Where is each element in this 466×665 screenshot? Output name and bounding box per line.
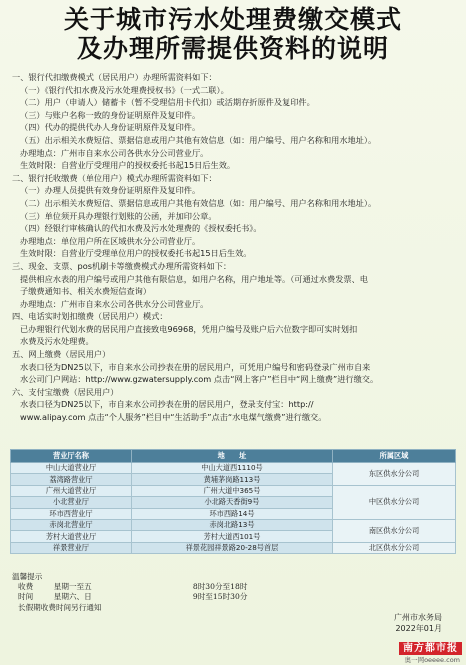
tips-cell: 星期六、日: [53, 592, 92, 602]
notice-line: 二、银行托收缴费（单位用户）模式办理所需资料如下：: [12, 172, 217, 183]
table-header-name: 营业厅名称: [11, 450, 132, 463]
notice-line: 办理地点：广州市自来水公司各供水分公司营业厅。: [20, 298, 209, 309]
notice-line: （五）出示相关水费短信、票据信息或用户其他有效信息（如：用户编号、用户名称和用水地址）。: [20, 134, 377, 145]
signature-date: 2022年01月: [395, 624, 442, 633]
office-name-cell: 赤岗北营业厅: [11, 519, 132, 530]
office-address-cell: 赤岗北路13号: [132, 519, 333, 530]
notice-body: [12, 71, 458, 424]
notice-line: 提供相应水表的用户编号或用户其他有限信息，如用户名称，用户地址等。（可通过水费发票、电: [20, 273, 368, 284]
notice-line: 水表口径为DN25以下，市自来水公司抄表在册的居民用户，可凭用户编号和密码登录广州市自来: [20, 361, 371, 372]
newspaper-logo: 南方都市报: [399, 642, 462, 655]
table-row: [11, 463, 456, 474]
notice-line: 水费及污水处理费。: [20, 336, 94, 347]
notice-line: （二）用户（申请人）储蓄卡（暂不受理信用卡代扣）或活期存折原件及复印件。: [20, 97, 315, 108]
office-name-cell: 环市西营业厅: [11, 508, 132, 519]
office-name-cell: 荔湾路营业厅: [11, 474, 132, 485]
notice-line: （二）出示相关水费短信、票据信息或用户其他有效信息（如：用户编号、用户名称和用水地址）。: [20, 197, 377, 208]
notice-line: 生效时限：自营业厅受理单位用户的授权委托书起15日后生效。: [20, 248, 252, 259]
office-address-cell: 小北路天香街9号: [132, 497, 333, 508]
table-row: [11, 519, 456, 530]
office-address-cell: 黄埔茅岗路113号: [132, 474, 333, 485]
table-row: [11, 485, 456, 496]
office-address-cell: 芳村大道西101号: [132, 531, 333, 542]
tips-heading: 温馨提示: [12, 572, 43, 581]
office-name-cell: 小北营业厅: [11, 497, 132, 508]
page-title: [0, 0, 466, 63]
table-header-region: 所属区域: [333, 450, 456, 463]
title-line-2: 及办理所需提供资料的说明: [76, 34, 389, 63]
region-cell: 北区供水分公司: [333, 542, 456, 553]
notice-line: （四）代办的提供代办人身份证明原件及复印件。: [20, 122, 201, 133]
notice-line: （三）与账户名称一致的身份证明原件及复印件。: [20, 109, 201, 120]
office-name-cell: 中山大道营业厅: [11, 463, 132, 474]
tips-note: 长假期收费时间另行通知: [18, 602, 102, 612]
notice-line: 已办理银行代划水费的居民用户直接致电96968，凭用户编号及账户后六位数字即可实时划扣: [20, 323, 358, 334]
notice-line: 水公司门户网站：http://www.gzwatersupply.com 点击“网上客户”栏目中“网上缴费”进行缴交。: [20, 374, 379, 385]
office-name-cell: 芳村大道营业厅: [11, 531, 132, 542]
notice-line: 四、电话实时划扣缴费（居民用户）模式：: [12, 311, 168, 322]
office-address-cell: 中山大道西1110号: [132, 463, 333, 474]
signature-org: 广州市水务局: [394, 613, 442, 622]
table-header-address: 地 址: [132, 450, 333, 463]
tips-row: [12, 592, 332, 602]
region-cell: 中区供水分公司: [333, 485, 456, 519]
office-address-cell: 环市西路14号: [132, 508, 333, 519]
notice-line: 生效时限：自营业厅受理用户的授权委托书起15日后生效。: [20, 160, 236, 171]
notice-line: 子缴费通知书、相关水费短信查询）: [20, 286, 152, 297]
tips-cell: 8时30分至18时: [192, 582, 248, 592]
notice-line: 水表口径为DN25以下，市自来水公司抄表在册的居民用户，登录支付宝：http://: [20, 399, 314, 410]
office-address-cell: 广州大道中365号: [132, 485, 333, 496]
tips-cell: 9时至15时30分: [192, 592, 248, 602]
tips-box: [12, 572, 332, 613]
region-cell: 东区供水分公司: [333, 463, 456, 486]
office-name-cell: 祥景营业厅: [11, 542, 132, 553]
signature-block: [394, 612, 442, 634]
title-line-1: 关于城市污水处理费缴交模式: [63, 5, 402, 34]
notice-line: 五、网上缴费（居民用户）: [12, 349, 111, 360]
notice-line: （三）单位须开具办理银行划账的公函，并加印公章。: [20, 210, 217, 221]
table-row: [11, 542, 456, 553]
notice-line: 办理地点：单位用户所在区域供水分公司营业厅。: [20, 235, 201, 246]
watermark-text: 奥一网oeeee.com: [404, 656, 460, 664]
tips-row: [12, 582, 332, 592]
office-name-cell: 广州大道营业厅: [11, 485, 132, 496]
notice-line: （一）办理人员提供有效身份证明原件及复印件。: [20, 185, 201, 196]
tips-cell: 时间: [18, 592, 34, 602]
notice-line: 一、银行代扣缴费模式（居民用户）办理所需资料如下：: [12, 72, 217, 82]
notice-line: 六、支付宝缴费（居民用户）: [12, 386, 119, 397]
tips-cell: 星期一至五: [53, 582, 92, 592]
office-table: [10, 449, 456, 554]
notice-line: 三、现金、支票、pos机刷卡等缴费模式办理所需资料如下：: [12, 260, 232, 271]
notice-line: （四）经银行审核确认的代扣水费及污水处理费的《授权委托书》。: [20, 223, 262, 234]
notice-line: （一）《银行代扣水费及污水处理费授权书》（一式二联）。: [20, 84, 229, 95]
tips-cell: 收费: [18, 582, 34, 592]
office-address-cell: 祥景花园祥景路20-28号首层: [132, 542, 333, 553]
notice-line: www.alipay.com 点击“个人服务”栏目中“生活助手”点击“水电煤气缴费”进行缴交。: [20, 412, 327, 423]
notice-line: 办理地点：广州市自来水公司各供水分公司营业厅。: [20, 147, 209, 158]
region-cell: 南区供水分公司: [333, 519, 456, 542]
